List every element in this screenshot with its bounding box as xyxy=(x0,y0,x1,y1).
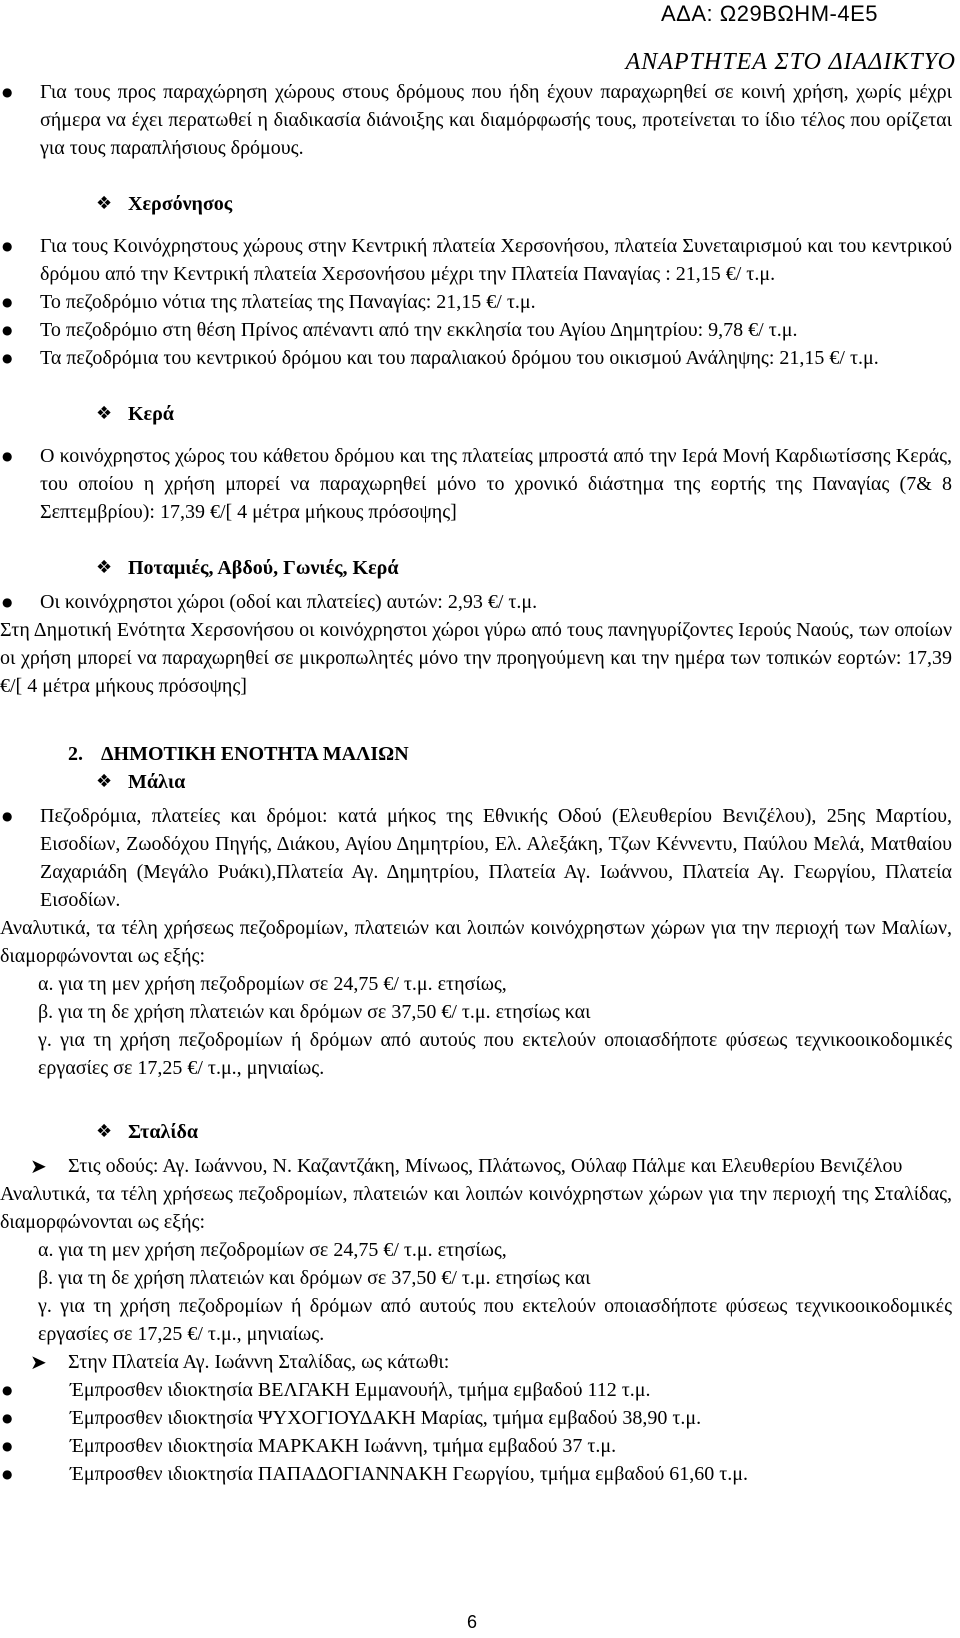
heading-kera: ❖ Κερά xyxy=(0,400,960,428)
ada-code: ΑΔΑ: Ω29ΒΩΗΜ-4Ε5 xyxy=(661,1,878,26)
chersonisos-bullet: ● Το πεζοδρόμιο νότια της πλατείας της Παναγίας: 21,15 €/ τ.μ. xyxy=(0,288,960,316)
intro-bullet: ● Για τους προς παραχώρηση χώρους στους δρόμους που ήδη έχουν παραχωρηθεί σε κοινή χρήση, χωρίς μέχρι σήμερα να έχει περατωθεί η διαδικασία διάνοιξης και διαμόρφωσής τους, προτείνεται το ίδιο τέλος που ορίζεται για τους παραπλήσιους δρόμους. xyxy=(0,78,960,162)
stalida-item: α. για τη μεν χρήση πεζοδρομίων σε 24,75 €/ τ.μ. ετησίως, xyxy=(38,1239,507,1261)
chersonisos-bullet: ● Τα πεζοδρόμια του κεντρικού δρόμου και του παραλιακού δρόμου του οικισμού Ανάληψης: 21,15 €/ τ.μ. xyxy=(0,344,960,372)
stalida-square-bullet: ● Έμπροσθεν ιδιοκτησία ΜΑΡΚΑΚΗ Ιωάννη, τμήμα εμβαδού 37 τ.μ. xyxy=(0,1432,960,1460)
post-notice: ΑΝΑΡΤΗΤΕΑ ΣΤΟ ΔΙΑΔΙΚΤΥΟ xyxy=(625,49,956,75)
heading-malia: ❖ Μάλια xyxy=(0,768,960,796)
stalida-item: β. για τη δε χρήση πλατειών και δρόμων σε 37,50 €/ τ.μ. ετησίως και xyxy=(38,1267,591,1289)
stalida-paragraph: Αναλυτικά, τα τέλη χρήσεως πεζοδρομίων, πλατειών και λοιπών κοινόχρηστων χώρων για την περιοχή της Σταλίδας, διαμορφώνονται ως εξής: xyxy=(0,1183,952,1233)
section-title: ΔΗΜΟΤΙΚΗ ΕΝΟΤΗΤΑ ΜΑΛΙΩΝ xyxy=(101,743,409,765)
document-body xyxy=(0,78,960,1488)
page-number: 6 xyxy=(467,1612,478,1632)
heading-stalida: ❖ Σταλίδα xyxy=(0,1118,960,1146)
malia-item: α. για τη μεν χρήση πεζοδρομίων σε 24,75 €/ τ.μ. ετησίως, xyxy=(38,973,507,995)
stalida-item: γ. για τη χρήση πεζοδρομίων ή δρόμων από αυτούς που εκτελούν οποιασδήποτε φύσεως τεχνικοοικοδομικές εργασίες σε 17,25 €/ τ.μ., μηνιαίως. xyxy=(38,1295,952,1345)
malia-item: β. για τη δε χρήση πλατειών και δρόμων σε 37,50 €/ τ.μ. ετησίως και xyxy=(38,1001,591,1023)
section-number: 2. xyxy=(68,743,83,765)
malia-paragraph: Αναλυτικά, τα τέλη χρήσεως πεζοδρομίων, πλατειών και λοιπών κοινόχρηστων χώρων για την περιοχή των Μαλίων, διαμορφώνονται ως εξής: xyxy=(0,917,952,967)
stalida-square: ➤ Στην Πλατεία Αγ. Ιωάννη Σταλίδας, ως κάτωθι: xyxy=(0,1348,960,1376)
stalida-streets: ➤ Στις οδούς: Αγ. Ιωάννου, Ν. Καζαντζάκη, Μίνωος, Πλάτωνος, Ούλαφ Πάλμε και Ελευθερίου Βενιζέλου xyxy=(0,1152,960,1180)
heading-potamies: ❖ Ποταμιές, Αβδού, Γωνιές, Κερά xyxy=(0,554,960,582)
stalida-square-bullet: ● Έμπροσθεν ιδιοκτησία ΨΥΧΟΓΙΟΥΔΑΚΗ Μαρίας, τμήμα εμβαδού 38,90 τ.μ. xyxy=(0,1404,960,1432)
potamies-paragraph: Στη Δημοτική Ενότητα Χερσονήσου οι κοινόχρηστοι χώροι γύρω από τους πανηγυρίζοντες Ιερούς Ναούς, των οποίων οι χρήση μπορεί να παραχωρηθεί σε μικροπωλητές μόνο την προηγούμενη και την ημέρα των τοπικών εορτών: 17,39 €/[ 4 μέτρα μήκους πρόσοψης] xyxy=(0,619,952,697)
malia-item: γ. για τη χρήση πεζοδρομίων ή δρόμων από αυτούς που εκτελούν οποιασδήποτε φύσεως τεχνικοοικοδομικές εργασίες σε 17,25 €/ τ.μ., μηνιαίως. xyxy=(38,1029,952,1079)
stalida-square-bullet: ● Έμπροσθεν ιδιοκτησία ΠΑΠΑΔΟΓΙΑΝΝΑΚΗ Γεωργίου, τμήμα εμβαδού 61,60 τ.μ. xyxy=(0,1460,960,1488)
stalida-square-bullet: ● Έμπροσθεν ιδιοκτησία ΒΕΛΓΑΚΗ Εμμανουήλ, τμήμα εμβαδού 112 τ.μ. xyxy=(0,1376,960,1404)
heading-chersonisos: ❖ Χερσόνησος xyxy=(0,190,960,218)
section-heading xyxy=(0,740,960,768)
chersonisos-bullet: ● Για τους Κοινόχρηστους χώρους στην Κεντρική πλατεία Χερσονήσου, πλατεία Συνεταιρισμού και του κεντρικού δρόμου από την Κεντρική πλατεία Χερσονήσου μέχρι την Πλατεία Παναγίας : 21,15 €/ τ.μ. xyxy=(0,232,960,288)
malia-bullet: ● Πεζοδρόμια, πλατείες και δρόμοι: κατά μήκος της Εθνικής Οδού (Ελευθερίου Βενιζέλου), 25ης Μαρτίου, Εισοδίων, Ζωοδόχου Πηγής, Διάκου, Αγίου Δημητρίου, Ελ. Αλεξάκη, Τζων Κέννεντυ, Παύλου Μελά, Ματθαίου Ζαχαριάδη (Μεγάλο Ρυάκι),Πλατεία Αγ. Δημητρίου, Πλατεία Αγ. Ιωάννου, Πλατεία Αγ. Γεωργίου, Πλατεία Εισοδίων. xyxy=(0,802,960,914)
chersonisos-bullet: ● Το πεζοδρόμιο στη θέση Πρίνος απέναντι από την εκκλησία του Αγίου Δημητρίου: 9,78 €/ τ.μ. xyxy=(0,316,960,344)
potamies-bullet: ● Οι κοινόχρηστοι χώροι (οδοί και πλατείες) αυτών: 2,93 €/ τ.μ. xyxy=(0,588,960,616)
kera-bullet: ● Ο κοινόχρηστος χώρος του κάθετου δρόμου και της πλατείας μπροστά από την Ιερά Μονή Καρδιωτίσσης Κεράς, του οποίου η χρήση μπορεί να παραχωρηθεί μόνο το χρονικό διάστημα της εορτής της Παναγίας (7& 8 Σεπτεμβρίου): 17,39 €/[ 4 μέτρα μήκους πρόσοψης] xyxy=(0,442,960,526)
